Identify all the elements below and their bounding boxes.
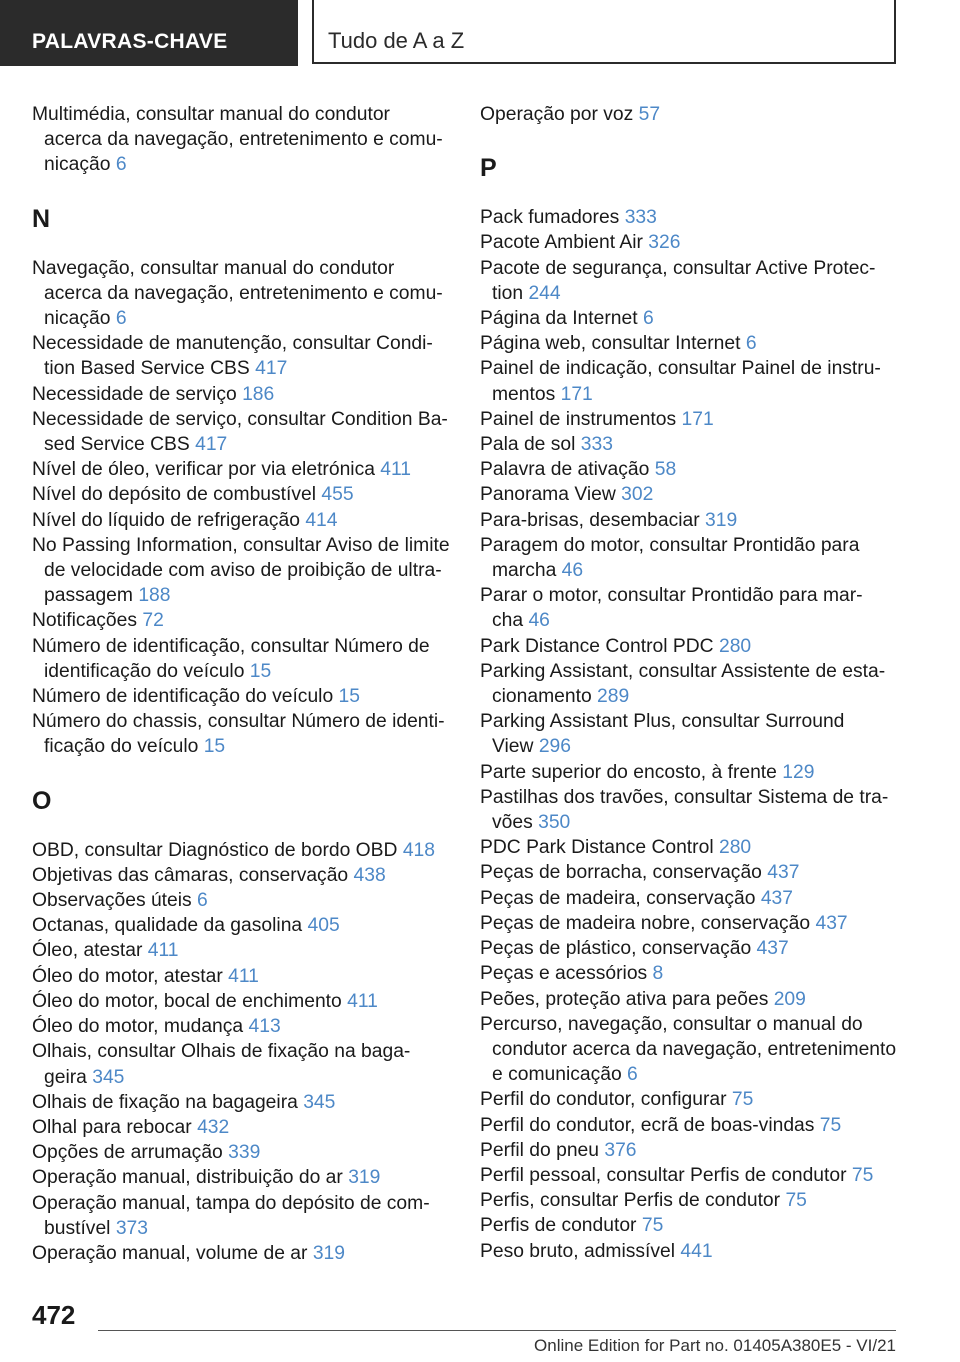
entry-text: Operação manual, distribuição do ar [32,1167,349,1189]
entry-text: Perfil do condutor, ecrã de boas-vindas [480,1114,820,1136]
entry-text: mentos [492,383,561,405]
page-link[interactable]: 405 [307,915,340,937]
index-entry [480,1163,896,1188]
index-entry [32,256,452,332]
entry-text: Olhais de fixação na bagageira [32,1091,304,1113]
page-link[interactable]: 411 [147,940,179,962]
index-entry [480,911,896,936]
page-link[interactable]: 417 [255,358,288,380]
page-link[interactable]: 280 [718,837,752,859]
entry-text: Pacote de segurança, consultar Active Protec- [480,257,876,279]
page-link[interactable]: 319 [312,1242,345,1264]
entry-text: Necessidade de manutenção, consultar Condi- [32,333,433,355]
page-link[interactable]: 345 [303,1091,336,1113]
entry-text: cha [492,610,529,632]
index-entry [32,964,452,989]
index-entry [480,961,896,986]
page-link[interactable]: 411 [380,459,412,481]
entry-text: Página da Internet [480,308,643,330]
entry-text: acerca da navegação, entretenimento e comu- [44,129,443,151]
index-entry [480,482,896,507]
entry-text: e comunicação [492,1064,628,1086]
index-entry [480,659,896,709]
page-link[interactable]: 376 [604,1139,637,1161]
page-link[interactable]: 373 [115,1217,148,1239]
index-entry [32,634,452,684]
page-link[interactable]: 6 [745,333,757,355]
page-link[interactable]: 75 [819,1114,842,1136]
index-entry [480,331,896,356]
index-entry [32,989,452,1014]
entry-text: Observações úteis [32,890,198,912]
entry-text: nicação [44,308,116,330]
index-entry [480,306,896,331]
entry-text: Multimédia, consultar manual do condutor [32,104,390,125]
entry-text: Para-brisas, desembaciar [480,509,706,531]
page-link[interactable]: 417 [195,434,228,456]
index-entry [32,1191,452,1241]
entry-text: nicação [44,154,116,176]
page-link[interactable]: 437 [756,938,789,960]
page-link[interactable]: 302 [621,484,654,506]
page-link[interactable]: 6 [627,1064,638,1086]
entry-text: Nível de óleo, verificar por via eletrónica [32,459,381,481]
entry-text: geira [44,1066,93,1088]
entry-text: Olhais, consultar Olhais de fixação na baga- [32,1041,411,1063]
page-link[interactable]: 333 [580,434,613,456]
entry-text: Notificações [32,610,143,632]
index-entry [480,205,896,230]
index-entry [480,256,896,306]
entry-text: Peças de borracha, conservação [480,862,768,884]
index-entry [480,936,896,961]
entry-text: passagem [44,585,139,607]
page-link[interactable]: 15 [203,736,226,758]
index-entry [480,1138,896,1163]
entry-text: Perfil do condutor, configurar [480,1089,732,1111]
entry-text: Parar o motor, consultar Prontidão para mar- [480,585,863,607]
tab-tudo-de-a-a-z[interactable]: Tudo de A a Z [312,0,896,64]
page-link[interactable]: 350 [538,812,571,834]
entry-text: OBD, consultar Diagnóstico de bordo OBD [32,839,403,861]
index-entry [32,608,452,633]
index-entry [32,1039,452,1089]
entry-text: Nível do depósito de combustível [32,484,322,506]
page-link[interactable]: 437 [767,862,800,884]
entry-text: Perfil pessoal, consultar Perfis de condutor [480,1164,852,1186]
index-entry [32,102,452,178]
page-link[interactable]: 6 [642,308,654,330]
index-entry [480,1087,896,1112]
entry-text: Parte superior do encosto, à frente [480,761,783,783]
index-entry [480,1113,896,1138]
page-link[interactable]: 345 [92,1066,125,1088]
page-link[interactable]: 15 [249,660,272,682]
entry-text: Perfis de condutor [480,1215,642,1237]
entry-text: Número de identificação, consultar Número de [32,635,430,657]
entry-text: sed Service CBS [44,434,196,456]
index-entry [32,863,452,888]
entry-text: Operação manual, tampa do depósito de com- [32,1192,430,1214]
entry-text: Número do chassis, consultar Número de identi- [32,711,445,733]
page-link[interactable]: 432 [197,1116,230,1138]
index-entry [32,407,452,457]
entry-text: Pack fumadores [480,207,625,229]
index-entry [480,860,896,885]
page-link[interactable]: 46 [561,560,584,582]
index-entry [32,684,452,709]
entry-text: Página web, consultar Internet [480,333,746,355]
index-entry [480,533,896,583]
entry-text: Operação por voz [480,104,639,125]
entry-text: Peças e acessórios [480,963,653,985]
page-link[interactable]: 188 [138,585,171,607]
entry-text: Octanas, qualidade da gasolina [32,915,308,937]
index-entry [480,102,896,127]
page-link[interactable]: 15 [338,686,360,708]
index-entry [32,1115,452,1140]
section-heading: P [480,154,497,183]
page-link[interactable]: 455 [321,484,354,506]
page-link[interactable]: 326 [648,232,681,254]
entry-text: ficação do veículo [44,736,204,758]
index-entry [480,1188,896,1213]
page-link[interactable]: 289 [597,686,630,708]
entry-text: cionamento [492,686,598,708]
index-entry [32,1140,452,1165]
page-link[interactable]: 6 [115,154,127,176]
entry-text: Operação manual, volume de ar [32,1242,313,1264]
entry-text: Pastilhas dos travões, consultar Sistema de tra- [480,786,889,808]
index-entry [480,432,896,457]
entry-text: PDC Park Distance Control [480,837,719,859]
index-column-left [32,102,452,1266]
index-entry [480,835,896,860]
entry-text: Olhal para rebocar [32,1116,198,1138]
index-entry [480,230,896,255]
page-link[interactable]: 437 [760,887,793,909]
entry-text: Número de identificação do veículo [32,686,339,708]
index-entry [480,709,896,759]
page-link[interactable]: 46 [528,610,550,632]
index-entry [480,407,896,432]
index-entry [480,508,896,533]
index-column-right [480,102,896,1264]
page-link[interactable]: 6 [197,890,208,912]
page-link[interactable]: 6 [115,308,127,330]
entry-text: Objetivas das câmaras, conservação [32,864,354,886]
entry-text: Painel de indicação, consultar Painel de instru- [480,358,881,380]
page-link[interactable]: 8 [652,963,664,985]
index-entry [32,1014,452,1039]
page-link[interactable]: 296 [538,736,571,758]
entry-text: Peões, proteção ativa para peões [480,988,774,1010]
entry-text: Park Distance Control PDC [480,635,719,657]
page-link[interactable]: 58 [654,459,677,481]
entry-text: Navegação, consultar manual do condutor [32,257,395,279]
index-entry [32,382,452,407]
entry-text: tion Based Service CBS [44,358,256,380]
page-link[interactable]: 411 [228,965,259,987]
entry-text: marcha [492,560,562,582]
entry-text: de velocidade com aviso de proibição de ultra- [44,560,442,582]
page-link[interactable]: 75 [641,1215,664,1237]
entry-text: Óleo, atestar [32,940,148,962]
page-link[interactable]: 280 [718,635,752,657]
page-link[interactable]: 171 [560,383,593,405]
index-entry [480,760,896,785]
tab-palavras-chave[interactable]: PALAVRAS-CHAVE [0,0,298,66]
page-link[interactable]: 209 [773,988,806,1010]
index-entry [32,482,452,507]
index-entry [480,1213,896,1238]
entry-text: Pala de sol [480,434,581,456]
entry-text: Peças de madeira, conservação [480,887,761,909]
index-entry [480,987,896,1012]
index-entry [480,457,896,482]
entry-text: Peso bruto, admissível [480,1240,681,1262]
page-link[interactable]: 441 [680,1240,713,1262]
entry-text: Necessidade de serviço [32,383,243,405]
entry-text: Paragem do motor, consultar Prontidão para [480,534,860,556]
entry-text: Parking Assistant, consultar Assistente de esta- [480,660,886,682]
entry-text: View [492,736,539,758]
index-entry [32,331,452,381]
index-entry [32,533,452,609]
page-link[interactable]: 129 [782,761,815,783]
entry-text: Opções de arrumação [32,1142,229,1164]
entry-text: Óleo do motor, atestar [32,965,229,987]
index-entry [32,1090,452,1115]
entry-text: Pacote Ambient Air [480,232,649,254]
index-entry [32,1165,452,1190]
entry-text: Peças de plástico, conservação [480,938,757,960]
index-entry [480,634,896,659]
entry-text: Percurso, navegação, consultar o manual do [480,1013,863,1035]
entry-text: condutor acerca da navegação, entretenimento [492,1038,897,1060]
entry-text: Palavra de ativação [480,459,655,481]
page-link[interactable]: 186 [242,383,275,405]
index-entry [480,1239,896,1264]
page-link[interactable]: 333 [624,207,657,229]
footer-edition: Online Edition for Part no. 01405A380E5 - VI/21 [534,1336,896,1355]
index-entry [480,785,896,835]
index-entry [480,356,896,406]
section-heading: N [32,204,51,233]
page-link[interactable]: 418 [402,839,435,861]
index-entry [480,886,896,911]
page-link[interactable]: 413 [248,1016,281,1038]
index-entry [480,583,896,633]
entry-text: Perfis, consultar Perfis de condutor [480,1190,786,1212]
page-link[interactable]: 319 [705,509,738,531]
page-link[interactable]: 244 [528,282,561,304]
page-link[interactable]: 437 [815,912,848,934]
entry-text: bustível [44,1217,116,1239]
index-entry [32,508,452,533]
entry-text: Peças de madeira nobre, conservação [480,912,816,934]
entry-text: Panorama View [480,484,622,506]
footer-divider [98,1330,896,1331]
index-entry [32,938,452,963]
entry-text: tion [492,282,529,304]
page-link[interactable]: 411 [347,990,378,1012]
index-entry [32,457,452,482]
page-link[interactable]: 75 [785,1190,807,1212]
entry-text: Necessidade de serviço, consultar Condition Ba- [32,408,448,430]
index-entry [32,838,452,863]
section-heading: O [32,786,52,815]
page-link[interactable]: 319 [348,1167,381,1189]
entry-text: Painel de instrumentos [480,408,682,430]
index-entry [32,913,452,938]
entry-text: No Passing Information, consultar Aviso de limite [32,534,450,556]
page-number: 472 [32,1300,76,1330]
entry-text: acerca da navegação, entretenimento e comu- [44,282,443,304]
header [0,0,960,68]
entry-text: identificação do veículo [44,660,250,682]
index-entry [32,888,452,913]
index-entry [32,709,452,759]
entry-text: Perfil do pneu [480,1139,605,1161]
page-link[interactable]: 57 [638,104,661,125]
entry-text: Nível do líquido de refrigeração [32,509,306,531]
entry-text: Óleo do motor, bocal de enchimento [32,990,348,1012]
entry-text: vões [492,812,539,834]
entry-text: Parking Assistant Plus, consultar Surround [480,711,845,733]
page-link[interactable]: 414 [305,509,338,531]
index-entry [480,1012,896,1088]
entry-text: Óleo do motor, mudança [32,1016,249,1038]
page-link[interactable]: 339 [228,1142,261,1164]
page-link[interactable]: 75 [851,1164,874,1186]
page-link[interactable]: 72 [142,610,164,632]
index-entry [32,1241,452,1266]
page-link[interactable]: 75 [731,1089,754,1111]
page-link[interactable]: 171 [681,408,714,430]
page-link[interactable]: 438 [353,864,386,886]
